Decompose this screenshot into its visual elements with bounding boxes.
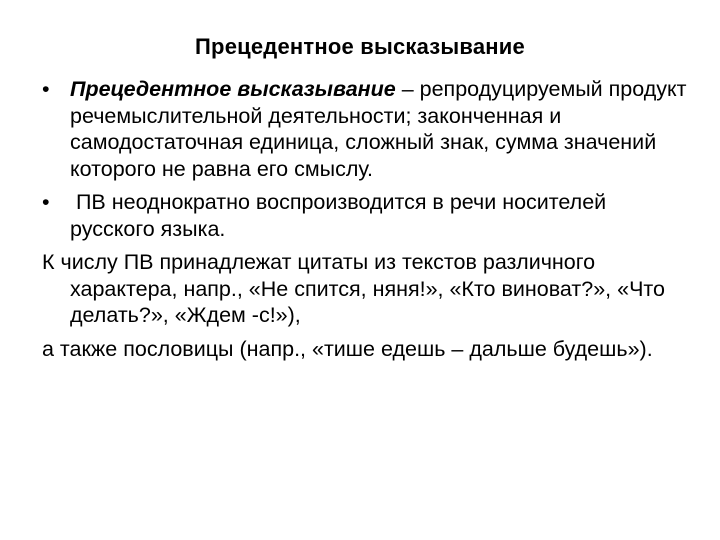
paragraph-quotes: К числу ПВ принадлежат цитаты из текстов различного характера, напр., «Не спится, няня!», «Кто виноват?», «Что делать?», «Ждем -с!»), <box>42 250 665 327</box>
defined-term: Прецедентное высказывание <box>70 77 396 101</box>
bullet-item-definition <box>42 76 692 182</box>
paragraph-proverbs: а также пословицы (напр., «тише едешь – дальше будешь»). <box>42 336 653 361</box>
bullet-item-reproduction <box>42 189 692 242</box>
slide-content <box>42 76 692 369</box>
definition-text: – репродуцируемый продукт речемыслительной деятельности; законченная и самодостаточная единица, сложный знак, сумма значений которого не равна его смыслу. <box>70 77 687 181</box>
bullet-marker: • <box>42 190 50 214</box>
reproduction-text: ПВ неоднократно воспроизводится в речи носителей русского языка. <box>70 190 607 241</box>
slide-title: Прецедентное высказывание <box>195 34 525 59</box>
bullet-marker: • <box>42 77 50 101</box>
